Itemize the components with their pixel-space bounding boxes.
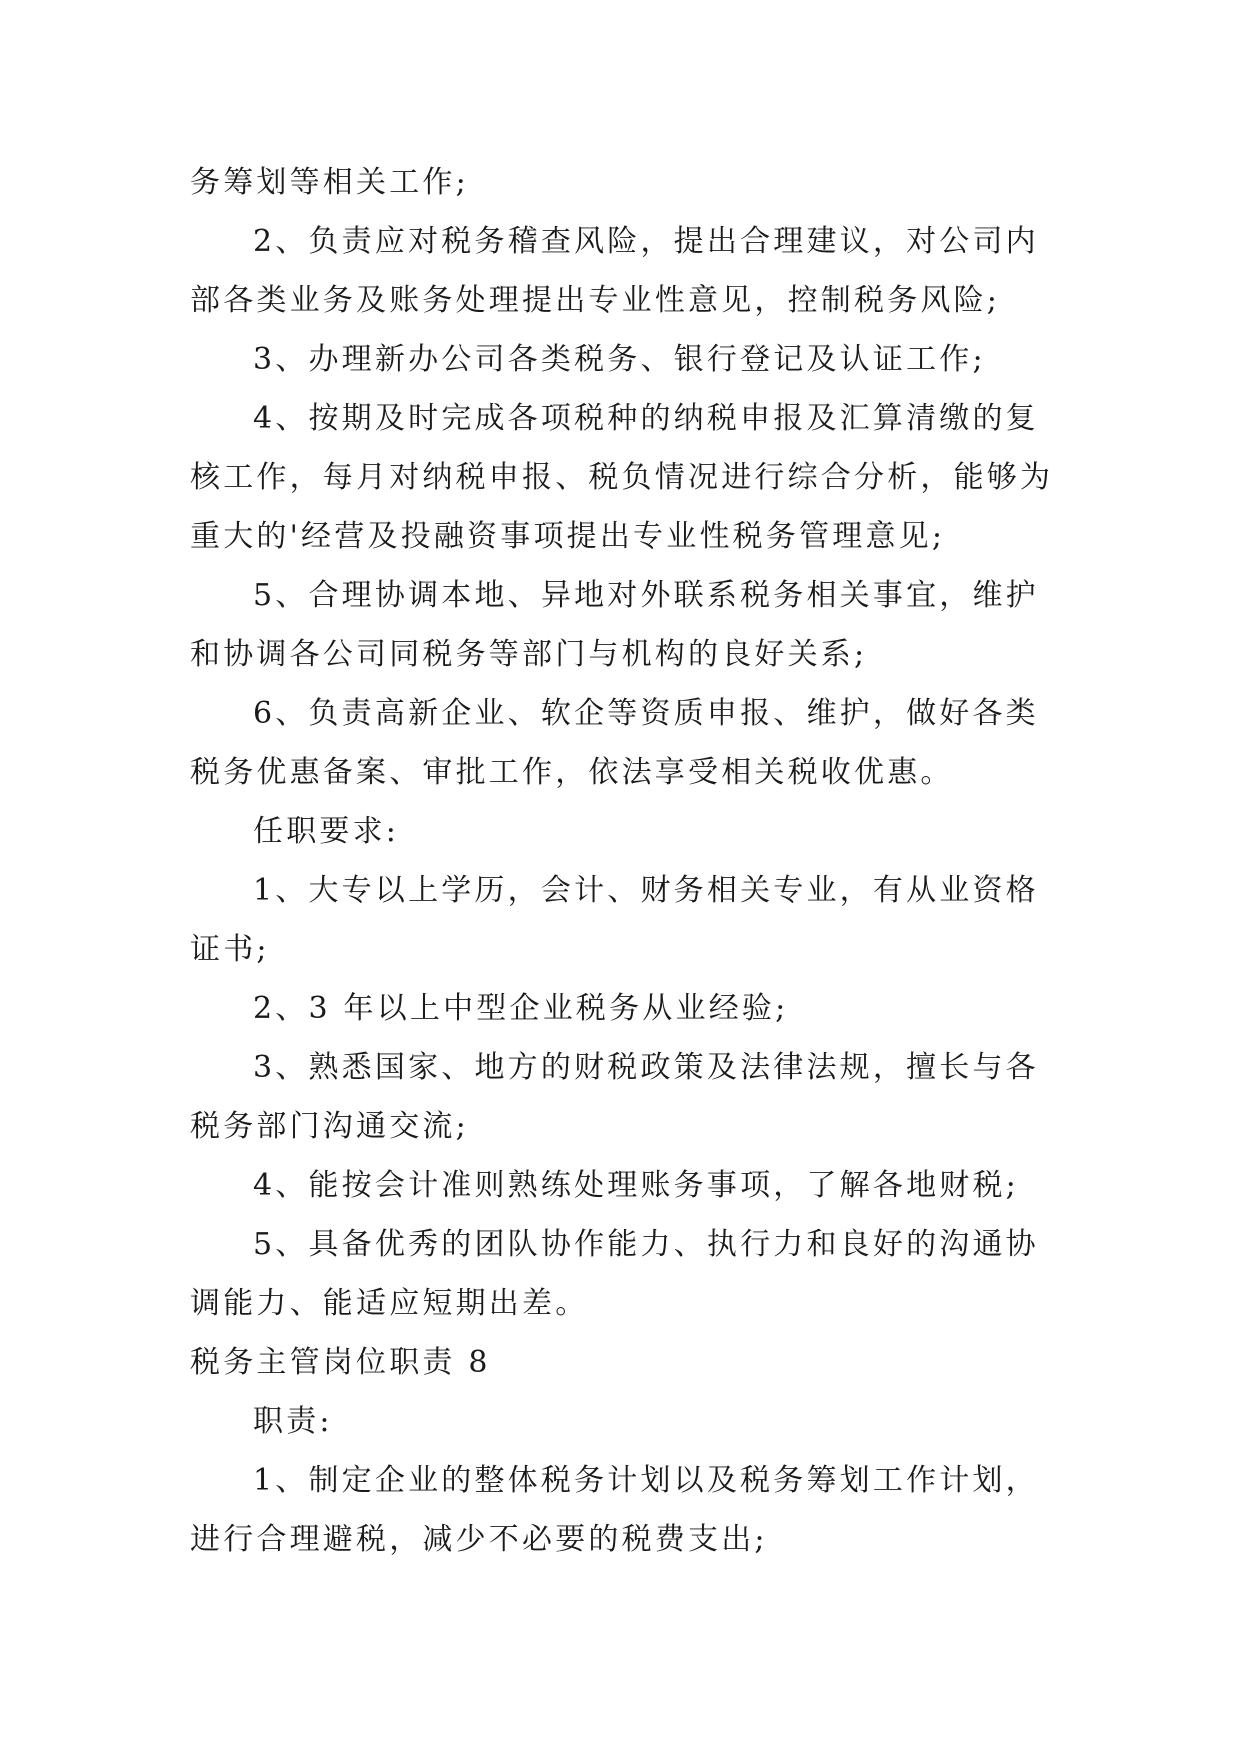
document-body: [190, 153, 1054, 1569]
text-line: 5、具备优秀的团队协作能力、执行力和良好的沟通协: [253, 1227, 1039, 1262]
text-line: 2、负责应对税务稽查风险，提出合理建议，对公司内: [253, 224, 1039, 259]
document-title: 税务主管岗位职责 8: [190, 1345, 491, 1380]
text-line: 重大的'经营及投融资事项提出专业性税务管理意见;: [190, 519, 946, 554]
section-heading: 职责:: [253, 1404, 333, 1439]
text-line: 和协调各公司同税务等部门与机构的良好关系;: [190, 637, 868, 672]
text-line: 务筹划等相关工作;: [190, 165, 469, 200]
text-line: 税务部门沟通交流;: [190, 1109, 469, 1144]
text-line: 进行合理避税，减少不必要的税费支出;: [190, 1522, 768, 1557]
text-line: 1、制定企业的整体税务计划以及税务筹划工作计划，: [253, 1463, 1039, 1498]
text-line: 证书;: [190, 932, 270, 967]
text-line: 税务优惠备案、审批工作，依法享受相关税收优惠。: [190, 755, 954, 790]
text-line: 部各类业务及账务处理提出专业性意见，控制税务风险;: [190, 283, 1001, 318]
text-line: 3、办理新办公司各类税务、银行登记及认证工作;: [253, 342, 986, 377]
text-line: 2、3 年以上中型企业税务从业经验;: [253, 991, 789, 1026]
text-line: 核工作，每月对纳税申报、税负情况进行综合分析，能够为: [190, 460, 1054, 495]
text-line: 4、能按会计准则熟练处理账务事项，了解各地财税;: [253, 1168, 1019, 1203]
text-line: 1、大专以上学历，会计、财务相关专业，有从业资格: [253, 873, 1039, 908]
text-line: 3、熟悉国家、地方的财税政策及法律法规，擅长与各: [253, 1050, 1039, 1085]
text-line: 6、负责高新企业、软企等资质申报、维护，做好各类: [253, 696, 1039, 731]
text-line: 5、合理协调本地、异地对外联系税务相关事宜，维护: [253, 578, 1039, 613]
text-line: 调能力、能适应短期出差。: [190, 1286, 589, 1321]
text-line: 4、按期及时完成各项税种的纳税申报及汇算清缴的复: [253, 401, 1039, 436]
section-heading: 任职要求:: [253, 814, 400, 849]
